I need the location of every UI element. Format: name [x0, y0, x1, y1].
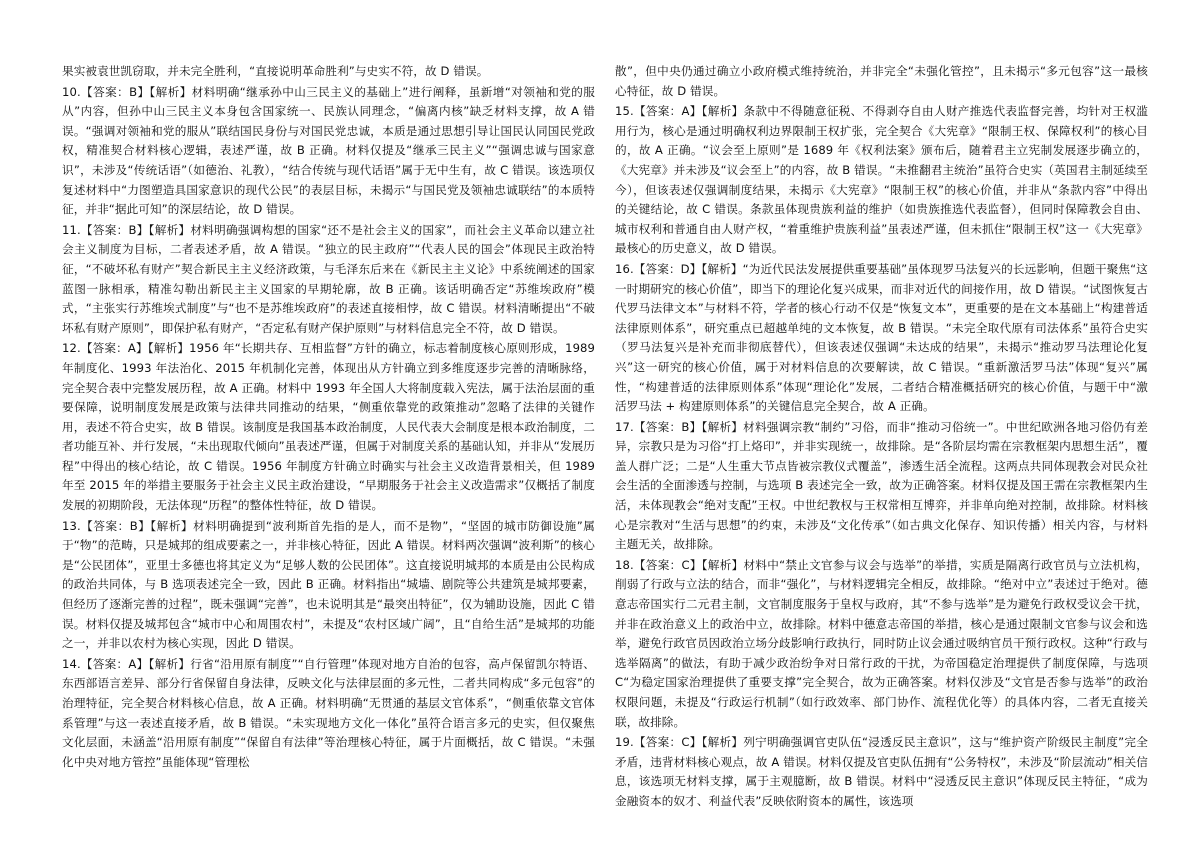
answer-12: 12.【答案：A】【解析】1956 年“长期共存、互相监督”方针的确立，标志着制度核心原则形成，1989 年制度化、1993 年法治化、2015 年机制化完善，体现出从方针确立到多维度逐步完善的清晰脉络，完全契合表中完整发展历程，故 A 正确。材料中 1993 年全国人大将制度载入宪法，属于法治层面的重要保障，说明制度发展是政策与法律共同推动的结果，“侧重依靠党的政策推动”忽略了法律的关键作用，表述不符合史实，故 B 错误。该制度是我国基本政治制度，人民代表大会制度是根本政治制度，二者功能互补、并行发展，“未出现取代倾向”虽表述严谨，但属于对制度关系的基础认知，并非从“发展历程”中得出的核心结论，故 C 错误。1956 年制度方针确立时确实与社会主义改造背景相关，但 1989 年至 2015 年的举措主要服务于社会主义民主政治建设，“早期服务于社会主义改造需求”仅概括了制度发展的初期阶段，无法体现“历程”的整体性特征，故 D 错误。 — [62, 341, 595, 513]
answer-17: 17.【答案：B】【解析】材料强调宗教“制约”习俗，而非“推动习俗统一”。中世纪欧洲各地习俗仍有差异，宗教只是为习俗“打上烙印”，并非实现统一，故排除。是“各阶层均需在宗教框架内思想生活”，覆盖人群广泛；二是“人生重大节点皆被宗教仪式覆盖”，渗透生活全流程。这两点共同体现教会对民众社会生活的全面渗透与控制，与选项 B 表述完全一致，故为正确答案。材料仅提及国王需在宗教框架内生活，未体现教会“绝对支配”王权。中世纪教权与王权常相互博弈，并非单向绝对控制，故排除。材料核心是宗教对“生活与思想”的约束，未涉及“文化传承”（如古典文化保存、知识传播）相关内容，与材料主题无关，故排除。 — [615, 419, 1148, 552]
paragraph-continuation: 散”，但中央仍通过确立小政府模式维持统治，并非完全“未强化管控”，且未揭示“多元包容”这一最核心特征，故 D 错误。 — [615, 64, 1148, 98]
answer-10: 10.【答案：B】【解析】材料明确“继承孙中山三民主义的基础上”进行阐释，虽新增“对领袖和党的服从”内容，但孙中山三民主义本身包含国家统一、民族认同理念，“偏离内核”缺乏材料支撑，故 A 错误。“强调对领袖和党的服从”联结国民身份与对国民党忠诚，本质是通过思想引导让国民认同国民党政权，精准契合材料核心逻辑，表述严谨，故 B 正确。材料仅提及“继承三民主义”“强调忠诚与国家意识”，未涉及“传统话语”（如德治、礼教），“结合传统与现代话语”属于无中生有，故 C 错误。该选项仅复述材料中“力图塑造具国家意识的现代公民”的表层目标，未揭示“与国民党及领袖忠诚联结”的本质特征，并非“据此可知”的深层结论，故 D 错误。 — [62, 84, 595, 217]
answer-13: 13.【答案：B】【解析】材料明确提到“波利斯首先指的是人，而不是物”，“坚固的城市防御设施”属于“物”的范畴，只是城邦的组成要素之一，并非核心特征，因此 A 错误。材料两次强调“波利斯”的核心是“公民团体”，亚里士多德也将其定义为“足够人数的公民团体”。这直接说明城邦的本质是由公民构成的政治共同体，与 B 选项表述完全一致，因此 B 正确。材料指出“城墙、剧院等公共建筑是城邦要素，但经历了逐渐完善的过程”，既未强调“完善”，也未说明其是“最突出特征”，仅为辅助设施，因此 C 错误。材料仅提及城邦包含“城市中心和周围农村”，未提及“农村区域广阔”，且“自给生活”是城邦的功能之一，并非以农村为核心实现，因此 D 错误。 — [62, 518, 595, 651]
answer-16: 16.【答案：D】【解析】“为近代民法发展提供重要基础”虽体现罗马法复兴的长远影响，但题干聚焦“这一时期研究的核心价值”，即当下的理论化复兴成果，而非对近代的间接作用，故 D 错误。“试图恢复古代罗马法律文本”与材料不符，学者的核心行动不仅是“恢复文本”，更重要的是在文本基础上“构建普适法律原则体系”，研究重点已超越单纯的文本恢复，故 B 错误。“未完全取代原有司法体系”虽符合史实（罗马法复兴是补充而非彻底替代），但该表述仅强调“未达成的结果”，未揭示“推动罗马法理论化复兴”这一研究的核心价值，属于对材料信息的次要解读，故 C 错误。“重新激活罗马法”体现“复兴”属性，“构建普适的法律原则体系”体现“理论化”发展，二者结合精准概括研究的核心价值，与题干中“激活罗马法 + 构建原则体系”的关键信息完全契合，故 A 正确。 — [615, 261, 1148, 414]
right-column — [615, 62, 1148, 848]
answer-14: 14.【答案：A】【解析】行省“沿用原有制度”“自行管理”体现对地方自治的包容，高卢保留凯尔特语、东西部语言差异、部分行省保留自身法律，反映文化与法律层面的多元性，二者共同构成“多元包容”的治理特征，完全契合材料核心信息，故 A 正确。材料明确“无贯通的基层文官体系”，“侧重依靠文官体系管理”与这一表述直接矛盾，故 B 错误。“未实现地方文化一体化”虽符合语言多元的史实，但仅聚焦文化层面，未涵盖“沿用原有制度”“保留自有法律”等治理核心特征，属于片面概括，故 C 错误。“未强化中央对地方管控”虽能体现“管理松 — [62, 656, 595, 769]
answer-11: 11.【答案：B】【解析】材料明确强调构想的国家“还不是社会主义的国家”，而社会主义革命以建立社会主义制度为目标，二者表述矛盾，故 A 错误。“独立的民主政府”“代表人民的国会”体现民主政治特征，“不破坏私有财产”契合新民主主义经济政策，与毛泽东后来在《新民主主义论》中系统阐述的国家蓝图一脉相承，精准勾勒出新民主主义国家的早期轮廓，故 B 正确。该话明确否定“苏维埃政府”模式，“主张实行苏维埃式制度”与“也不是苏维埃政府”的表述直接相悖，故 C 错误。材料清晰提出“不破坏私有财产原则”，即保护私有财产，“否定私有财产保护原则”与材料信息完全不符，故 D 错误。 — [62, 222, 595, 335]
answer-15: 15.【答案：A】【解析】条款中不得随意征税、不得剥夺自由人财产推选代表监督完善，均针对王权滥用行为，核心是通过明确权利边界限制王权扩张，完全契合《大宪章》“限制王权、保障权利”的核心目的，故 A 正确。“议会至上原则”是 1689 年《权利法案》颁布后，随着君主立宪制发展逐步确立的，《大宪章》并未涉及“议会至上”的内容，故 B 错误。“未推翻君主统治”虽符合史实（英国君主制延续至今），但该表述仅强调制度结果，未揭示《大宪章》“限制王权”的核心价值，并非从“条款内容”中得出的关键结论，故 C 错误。条款虽体现贵族利益的维护（如贵族推选代表监督），但同时保障教会自由、城市权利和普通自由人财产权，“着重维护贵族利益”虽表述严谨，但未抓住“限制王权”这一《大宪章》最核心的历史意义，故 D 错误。 — [615, 104, 1148, 256]
left-column — [62, 62, 595, 848]
answer-18: 18.【答案：C】【解析】材料中“禁止文官参与议会与选举”的举措，实质是隔离行政官员与立法机构，削弱了行政与立法的结合，而非“强化”，与材料逻辑完全相反，故排除。“绝对中立”表述过于绝对。德意志帝国实行二元君主制，文官制度服务于皇权与政府，其“不参与选举”是为避免行政权受议会干扰，并非在政治意义上的政治中立，故排除。材料中德意志帝国的举措，核心是通过限制文官参与议会和选举，避免行政官员因政治立场分歧影响行政执行，同时防止议会通过吸纳官员干预行政权。这种“行政与选举隔离”的做法，有助于减少政治纷争对日常行政的干扰，为帝国稳定治理提供了制度保障，与选项 C“为稳定国家治理提供了重要支撑”完全契合，故为正确答案。材料仅涉及“文官是否参与选举”的政治权限问题，未提及“行政运行机制”（如行政效率、部门协作、流程优化等）的具体内容，二者无直接关联，故排除。 — [615, 557, 1148, 729]
answer-19: 19.【答案：C】【解析】列宁明确强调官吏队伍“浸透反民主意识”，这与“维护资产阶级民主制度”完全矛盾，违背材料核心观点，故 A 错误。材料仅提及官吏队伍拥有“公务特权”，未涉及“阶层流动”相关信息，该选项无材料支撑，属于主观臆断，故 B 错误。材料中“浸透反民主意识”体现反民主特征，“成为金融资本的奴才、利益代表”反映依附资本的属性，该选项 — [615, 735, 1148, 808]
paragraph-continuation: 果实被袁世凯窃取，并未完全胜利，“直接说明革命胜利”与史实不符，故 D 错误。 — [62, 64, 489, 78]
